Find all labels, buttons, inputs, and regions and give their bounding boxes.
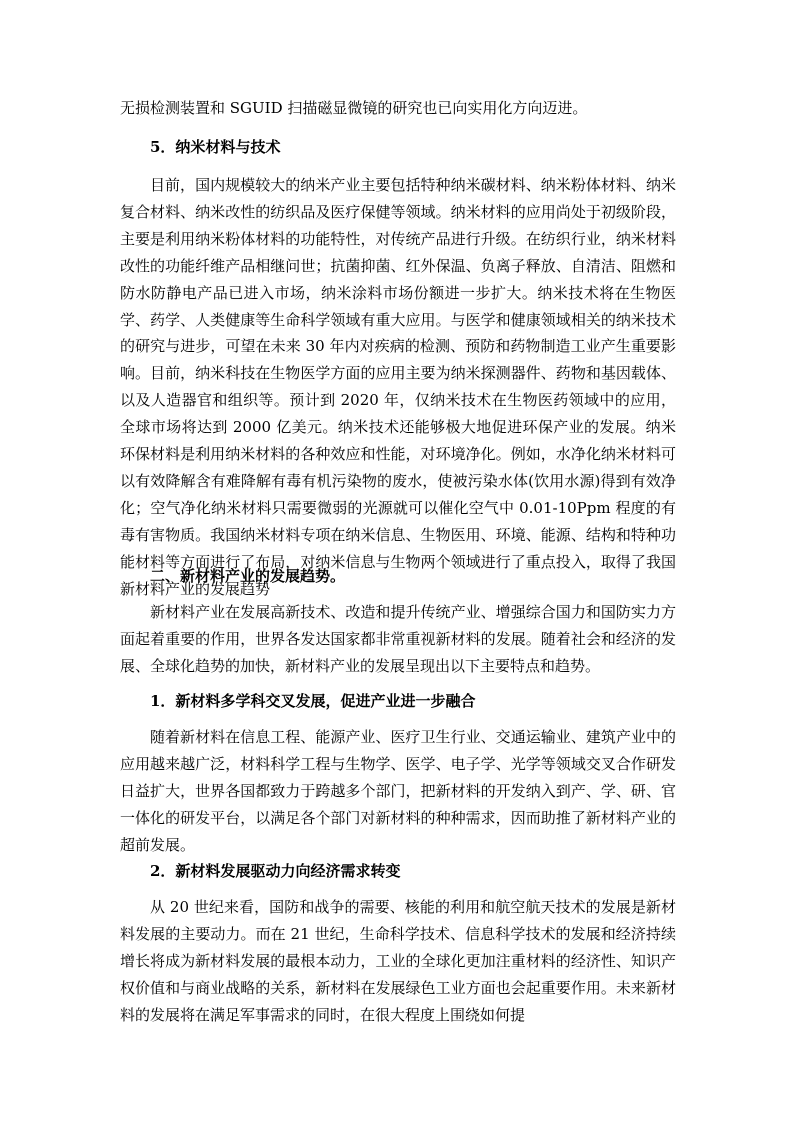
economic-driver-paragraph: 从 20 世纪来看，国防和战争的需要、核能的利用和航空航天技术的发展是新材料发展的主要动力。而在 21 世纪，生命科学技术、信息科学技术的发展和经济持续增长将成为新材料发展的最根本动力，工业的全球化更加注重材料的经济性、知识产权价值和与商业战略的关系，新材料在发展绿色工业方面也会起重要作用。未来新材料的发展将在满足军事需求的同时，在很大程度上围绕如何提: [120, 898, 676, 1024]
interdisciplinary-paragraph: 随着新材料在信息工程、能源产业、医疗卫生行业、交通运输业、建筑产业中的应用越来越广泛，材料科学工程与生物学、医学、电子学、光学等领域交叉合作研发日益扩大，世界各国都致力于跨越多个部门，把新材料的开发纳入到产、学、研、官一体化的研发平台，以满足各个部门对新材料的种种需求，因而助推了新材料产业的超前发展。: [120, 728, 676, 854]
section-heading-interdisciplinary: 1．新材料多学科交叉发展，促进产业进一步融合: [150, 692, 476, 710]
section-heading-nano-materials: 5．纳米材料与技术: [150, 138, 281, 156]
industry-trend-paragraph: 新材料产业在发展高新技术、改造和提升传统产业、增强综合国力和国防实力方面起着重要的作用，世界各发达国家都非常重视新材料的发展。随着社会和经济的发展、全球化趋势的加快，新材料产业的发展呈现出以下主要特点和趋势。: [120, 603, 676, 675]
section-heading-economic-driver: 2．新材料发展驱动力向经济需求转变: [150, 862, 401, 880]
intro-paragraph: 无损检测装置和 SGUID 扫描磁显微镜的研究也已向实用化方向迈进。: [120, 99, 588, 117]
nano-materials-paragraph: 目前，国内规模较大的纳米产业主要包括特种纳米碳材料、纳米粉体材料、纳米复合材料、纳米改性的纺织品及医疗保健等领域。纳米材料的应用尚处于初级阶段，主要是利用纳米粉体材料的功能特性，对传统产品进行升级。在纺织行业，纳米材料改性的功能纤维产品相继问世；抗菌抑菌、红外保温、负离子释放、自清洁、阻燃和防水防静电产品已进入市场，纳米涂料市场份额进一步扩大。纳米技术将在生物医学、药学、人类健康等生命科学领域有重大应用。与医学和健康领域相关的纳米技术的研究与进步，可望在未来 30 年内对疾病的检测、预防和药物制造工业产生重要影响。目前，纳米科技在生物医学方面的应用主要为纳米探测器件、药物和基因载体、以及人造器官和组织等。预计到 2020 年，仅纳米技术在生物医药领域中的应用，全球市场将达到 2000 亿美元。纳米技术还能够极大地促进环保产业的发展。纳米环保材料是利用纳米材料的各种效应和性能，对环境净化。例如，水净化纳米材料可以有效降解含有难降解有毒有机污染物的废水，使被污染水体(饮用水源)得到有效净化；空气净化纳米材料只需要微弱的光源就可以催化空气中 0.01-10Ppm 程度的有毒有害物质。我国纳米材料专项在纳米信息、生物医用、环境、能源、结构和特种功能材料等方面进行了布局，对纳米信息与生物两个领域进行了重点投入，取得了我国新材料产业的发展趋势: [120, 176, 676, 598]
section-heading-industry-trend: 二、新材料产业的发展趋势。: [150, 567, 346, 585]
